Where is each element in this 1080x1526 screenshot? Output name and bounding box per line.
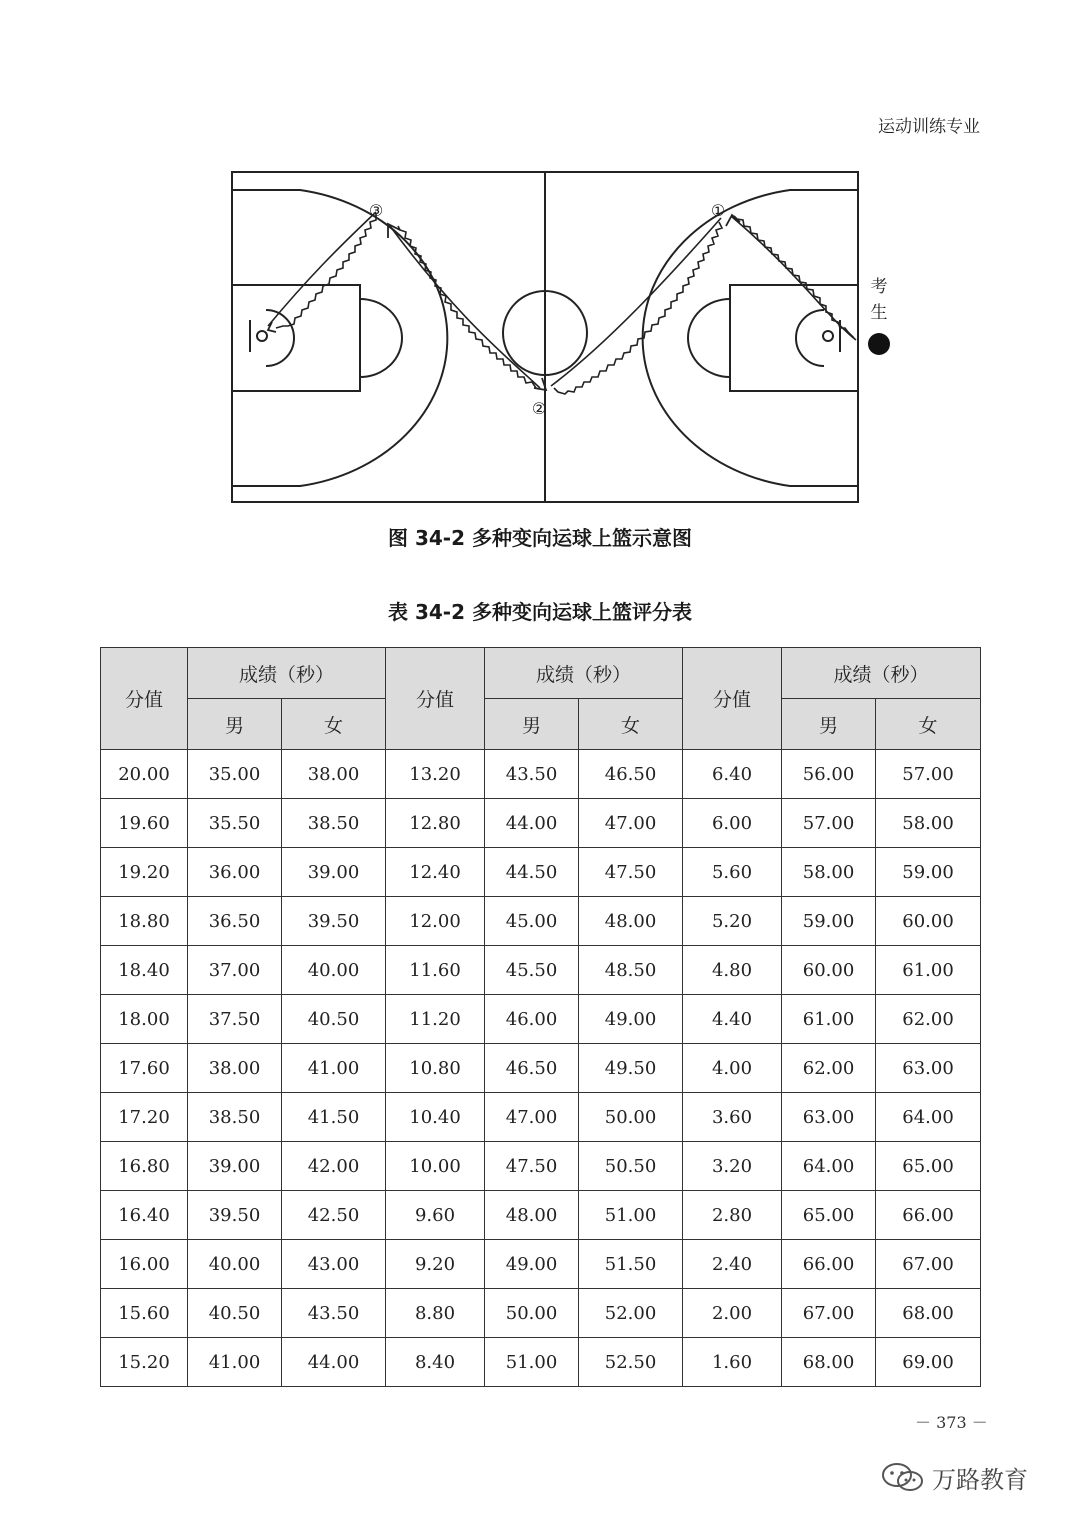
table-cell: 63.00 bbox=[782, 1093, 876, 1142]
table-cell: 40.50 bbox=[282, 995, 386, 1044]
wechat-icon bbox=[880, 1461, 926, 1495]
table-cell: 51.00 bbox=[579, 1191, 683, 1240]
page-header-title: 运动训练专业 bbox=[878, 117, 980, 137]
right-key bbox=[730, 285, 858, 391]
table-cell: 52.00 bbox=[579, 1289, 683, 1338]
table-cell: 19.20 bbox=[101, 848, 188, 897]
table-cell: 40.50 bbox=[188, 1289, 282, 1338]
table-cell: 59.00 bbox=[782, 897, 876, 946]
table-cell: 18.00 bbox=[101, 995, 188, 1044]
table-row bbox=[101, 995, 981, 1044]
table-cell: 20.00 bbox=[101, 750, 188, 799]
table-cell: 52.50 bbox=[579, 1338, 683, 1387]
table-row bbox=[101, 897, 981, 946]
table-cell: 46.50 bbox=[485, 1044, 579, 1093]
table-cell: 47.00 bbox=[579, 799, 683, 848]
table-cell: 44.00 bbox=[485, 799, 579, 848]
table-row bbox=[101, 1093, 981, 1142]
candidate-label-2: 生 bbox=[870, 303, 888, 323]
header-result-3: 成绩（秒） bbox=[782, 648, 981, 699]
table-cell: 67.00 bbox=[782, 1289, 876, 1338]
table-cell: 45.00 bbox=[485, 897, 579, 946]
table-cell: 44.00 bbox=[282, 1338, 386, 1387]
table-cell: 56.00 bbox=[782, 750, 876, 799]
table-row bbox=[101, 750, 981, 799]
table-row bbox=[101, 1338, 981, 1387]
table-cell: 47.00 bbox=[485, 1093, 579, 1142]
table-cell: 43.50 bbox=[485, 750, 579, 799]
figure-caption: 图 34-2 多种变向运球上篮示意图 bbox=[388, 526, 692, 550]
table-cell: 38.00 bbox=[282, 750, 386, 799]
header-score-2: 分值 bbox=[386, 648, 485, 750]
table-cell: 39.00 bbox=[188, 1142, 282, 1191]
table-cell: 65.00 bbox=[782, 1191, 876, 1240]
table-cell: 12.80 bbox=[386, 799, 485, 848]
table-cell: 6.40 bbox=[683, 750, 782, 799]
table-cell: 64.00 bbox=[876, 1093, 981, 1142]
table-cell: 66.00 bbox=[782, 1240, 876, 1289]
table-cell: 45.50 bbox=[485, 946, 579, 995]
table-body bbox=[101, 750, 981, 1387]
table-cell: 39.50 bbox=[282, 897, 386, 946]
table-cell: 44.50 bbox=[485, 848, 579, 897]
table-cell: 2.80 bbox=[683, 1191, 782, 1240]
table-cell: 51.50 bbox=[579, 1240, 683, 1289]
table-cell: 48.00 bbox=[485, 1191, 579, 1240]
table-cell: 10.40 bbox=[386, 1093, 485, 1142]
table-cell: 68.00 bbox=[876, 1289, 981, 1338]
table-cell: 57.00 bbox=[782, 799, 876, 848]
table-cell: 36.50 bbox=[188, 897, 282, 946]
table-cell: 63.00 bbox=[876, 1044, 981, 1093]
table-cell: 35.50 bbox=[188, 799, 282, 848]
table-row bbox=[101, 1044, 981, 1093]
table-cell: 11.60 bbox=[386, 946, 485, 995]
header-score-1: 分值 bbox=[101, 648, 188, 750]
marker-3: ③ bbox=[368, 201, 384, 220]
table-row bbox=[101, 1191, 981, 1240]
table-cell: 1.60 bbox=[683, 1338, 782, 1387]
table-cell: 8.80 bbox=[386, 1289, 485, 1338]
table-cell: 68.00 bbox=[782, 1338, 876, 1387]
table-cell: 3.20 bbox=[683, 1142, 782, 1191]
table-cell: 5.20 bbox=[683, 897, 782, 946]
table-cell: 50.00 bbox=[485, 1289, 579, 1338]
table-cell: 42.00 bbox=[282, 1142, 386, 1191]
marker-2: ② bbox=[531, 399, 547, 418]
table-row bbox=[101, 848, 981, 897]
table-cell: 6.00 bbox=[683, 799, 782, 848]
table-cell: 40.00 bbox=[188, 1240, 282, 1289]
table-cell: 41.50 bbox=[282, 1093, 386, 1142]
candidate-start-dot bbox=[868, 333, 890, 355]
table-cell: 49.00 bbox=[579, 995, 683, 1044]
table-cell: 10.80 bbox=[386, 1044, 485, 1093]
table-cell: 15.60 bbox=[101, 1289, 188, 1338]
table-cell: 41.00 bbox=[188, 1338, 282, 1387]
table-cell: 36.00 bbox=[188, 848, 282, 897]
table-cell: 12.00 bbox=[386, 897, 485, 946]
table-cell: 65.00 bbox=[876, 1142, 981, 1191]
table-cell: 13.20 bbox=[386, 750, 485, 799]
table-cell: 48.00 bbox=[579, 897, 683, 946]
table-cell: 46.00 bbox=[485, 995, 579, 1044]
table-cell: 46.50 bbox=[579, 750, 683, 799]
table-cell: 62.00 bbox=[782, 1044, 876, 1093]
left-three-point-line bbox=[232, 190, 447, 486]
table-row bbox=[101, 946, 981, 995]
header-score-3: 分值 bbox=[683, 648, 782, 750]
table-cell: 40.00 bbox=[282, 946, 386, 995]
table-cell: 42.50 bbox=[282, 1191, 386, 1240]
scoring-table bbox=[100, 647, 981, 1387]
table-cell: 17.60 bbox=[101, 1044, 188, 1093]
dribble-zigzag-overlay bbox=[276, 214, 854, 394]
table-cell: 58.00 bbox=[782, 848, 876, 897]
right-three-point-line bbox=[643, 190, 858, 486]
header-female-1: 女 bbox=[282, 699, 386, 750]
table-cell: 4.80 bbox=[683, 946, 782, 995]
basketball-court-diagram bbox=[228, 168, 908, 508]
right-basket bbox=[823, 331, 833, 341]
table-cell: 51.00 bbox=[485, 1338, 579, 1387]
table-row bbox=[101, 1142, 981, 1191]
table-cell: 58.00 bbox=[876, 799, 981, 848]
table-cell: 61.00 bbox=[876, 946, 981, 995]
table-cell: 43.00 bbox=[282, 1240, 386, 1289]
table-cell: 11.20 bbox=[386, 995, 485, 1044]
table-cell: 62.00 bbox=[876, 995, 981, 1044]
table-cell: 38.00 bbox=[188, 1044, 282, 1093]
table-row bbox=[101, 1289, 981, 1338]
table-cell: 10.00 bbox=[386, 1142, 485, 1191]
table-cell: 2.00 bbox=[683, 1289, 782, 1338]
header-female-3: 女 bbox=[876, 699, 981, 750]
header-result-1: 成绩（秒） bbox=[188, 648, 386, 699]
table-title: 表 34-2 多种变向运球上篮评分表 bbox=[388, 600, 692, 624]
table-cell: 9.20 bbox=[386, 1240, 485, 1289]
table-cell: 18.80 bbox=[101, 897, 188, 946]
header-male-2: 男 bbox=[485, 699, 579, 750]
candidate-label-1: 考 bbox=[870, 277, 888, 297]
table-cell: 47.50 bbox=[485, 1142, 579, 1191]
table-cell: 69.00 bbox=[876, 1338, 981, 1387]
page-number: － 373 － bbox=[915, 1413, 988, 1432]
table-cell: 67.00 bbox=[876, 1240, 981, 1289]
table-cell: 60.00 bbox=[782, 946, 876, 995]
table-cell: 16.80 bbox=[101, 1142, 188, 1191]
table-row bbox=[101, 799, 981, 848]
table-cell: 2.40 bbox=[683, 1240, 782, 1289]
table-cell: 37.50 bbox=[188, 995, 282, 1044]
header-female-2: 女 bbox=[579, 699, 683, 750]
table-cell: 57.00 bbox=[876, 750, 981, 799]
table-cell: 48.50 bbox=[579, 946, 683, 995]
table-row bbox=[101, 1240, 981, 1289]
header-male-1: 男 bbox=[188, 699, 282, 750]
table-cell: 35.00 bbox=[188, 750, 282, 799]
arrow-to-1 bbox=[726, 215, 740, 226]
table-cell: 43.50 bbox=[282, 1289, 386, 1338]
table-cell: 17.20 bbox=[101, 1093, 188, 1142]
table-cell: 50.50 bbox=[579, 1142, 683, 1191]
table-cell: 41.00 bbox=[282, 1044, 386, 1093]
table-cell: 59.00 bbox=[876, 848, 981, 897]
right-restricted-arc bbox=[796, 310, 824, 366]
table-cell: 64.00 bbox=[782, 1142, 876, 1191]
table-cell: 12.40 bbox=[386, 848, 485, 897]
table-cell: 9.60 bbox=[386, 1191, 485, 1240]
table-cell: 37.00 bbox=[188, 946, 282, 995]
table-cell: 50.00 bbox=[579, 1093, 683, 1142]
table-cell: 39.50 bbox=[188, 1191, 282, 1240]
watermark-text: 万路教育 bbox=[932, 1466, 1028, 1494]
table-cell: 49.00 bbox=[485, 1240, 579, 1289]
table-cell: 5.60 bbox=[683, 848, 782, 897]
table-cell: 38.50 bbox=[188, 1093, 282, 1142]
table-cell: 3.60 bbox=[683, 1093, 782, 1142]
table-cell: 19.60 bbox=[101, 799, 188, 848]
table-cell: 47.50 bbox=[579, 848, 683, 897]
table-cell: 61.00 bbox=[782, 995, 876, 1044]
table-cell: 8.40 bbox=[386, 1338, 485, 1387]
header-male-3: 男 bbox=[782, 699, 876, 750]
watermark bbox=[880, 1460, 1028, 1495]
table-cell: 4.40 bbox=[683, 995, 782, 1044]
left-restricted-arc bbox=[266, 310, 294, 366]
table-cell: 4.00 bbox=[683, 1044, 782, 1093]
table-cell: 16.40 bbox=[101, 1191, 188, 1240]
header-result-2: 成绩（秒） bbox=[485, 648, 683, 699]
left-basket bbox=[257, 331, 267, 341]
marker-1: ① bbox=[710, 201, 726, 220]
left-free-throw-semicircle bbox=[360, 299, 402, 377]
right-free-throw-semicircle bbox=[688, 299, 730, 377]
table-cell: 60.00 bbox=[876, 897, 981, 946]
table-cell: 18.40 bbox=[101, 946, 188, 995]
table-cell: 66.00 bbox=[876, 1191, 981, 1240]
table-cell: 49.50 bbox=[579, 1044, 683, 1093]
table-cell: 39.00 bbox=[282, 848, 386, 897]
table-cell: 15.20 bbox=[101, 1338, 188, 1387]
table-cell: 16.00 bbox=[101, 1240, 188, 1289]
left-key bbox=[232, 285, 360, 391]
dribble-path-lines bbox=[268, 212, 856, 388]
table-cell: 38.50 bbox=[282, 799, 386, 848]
